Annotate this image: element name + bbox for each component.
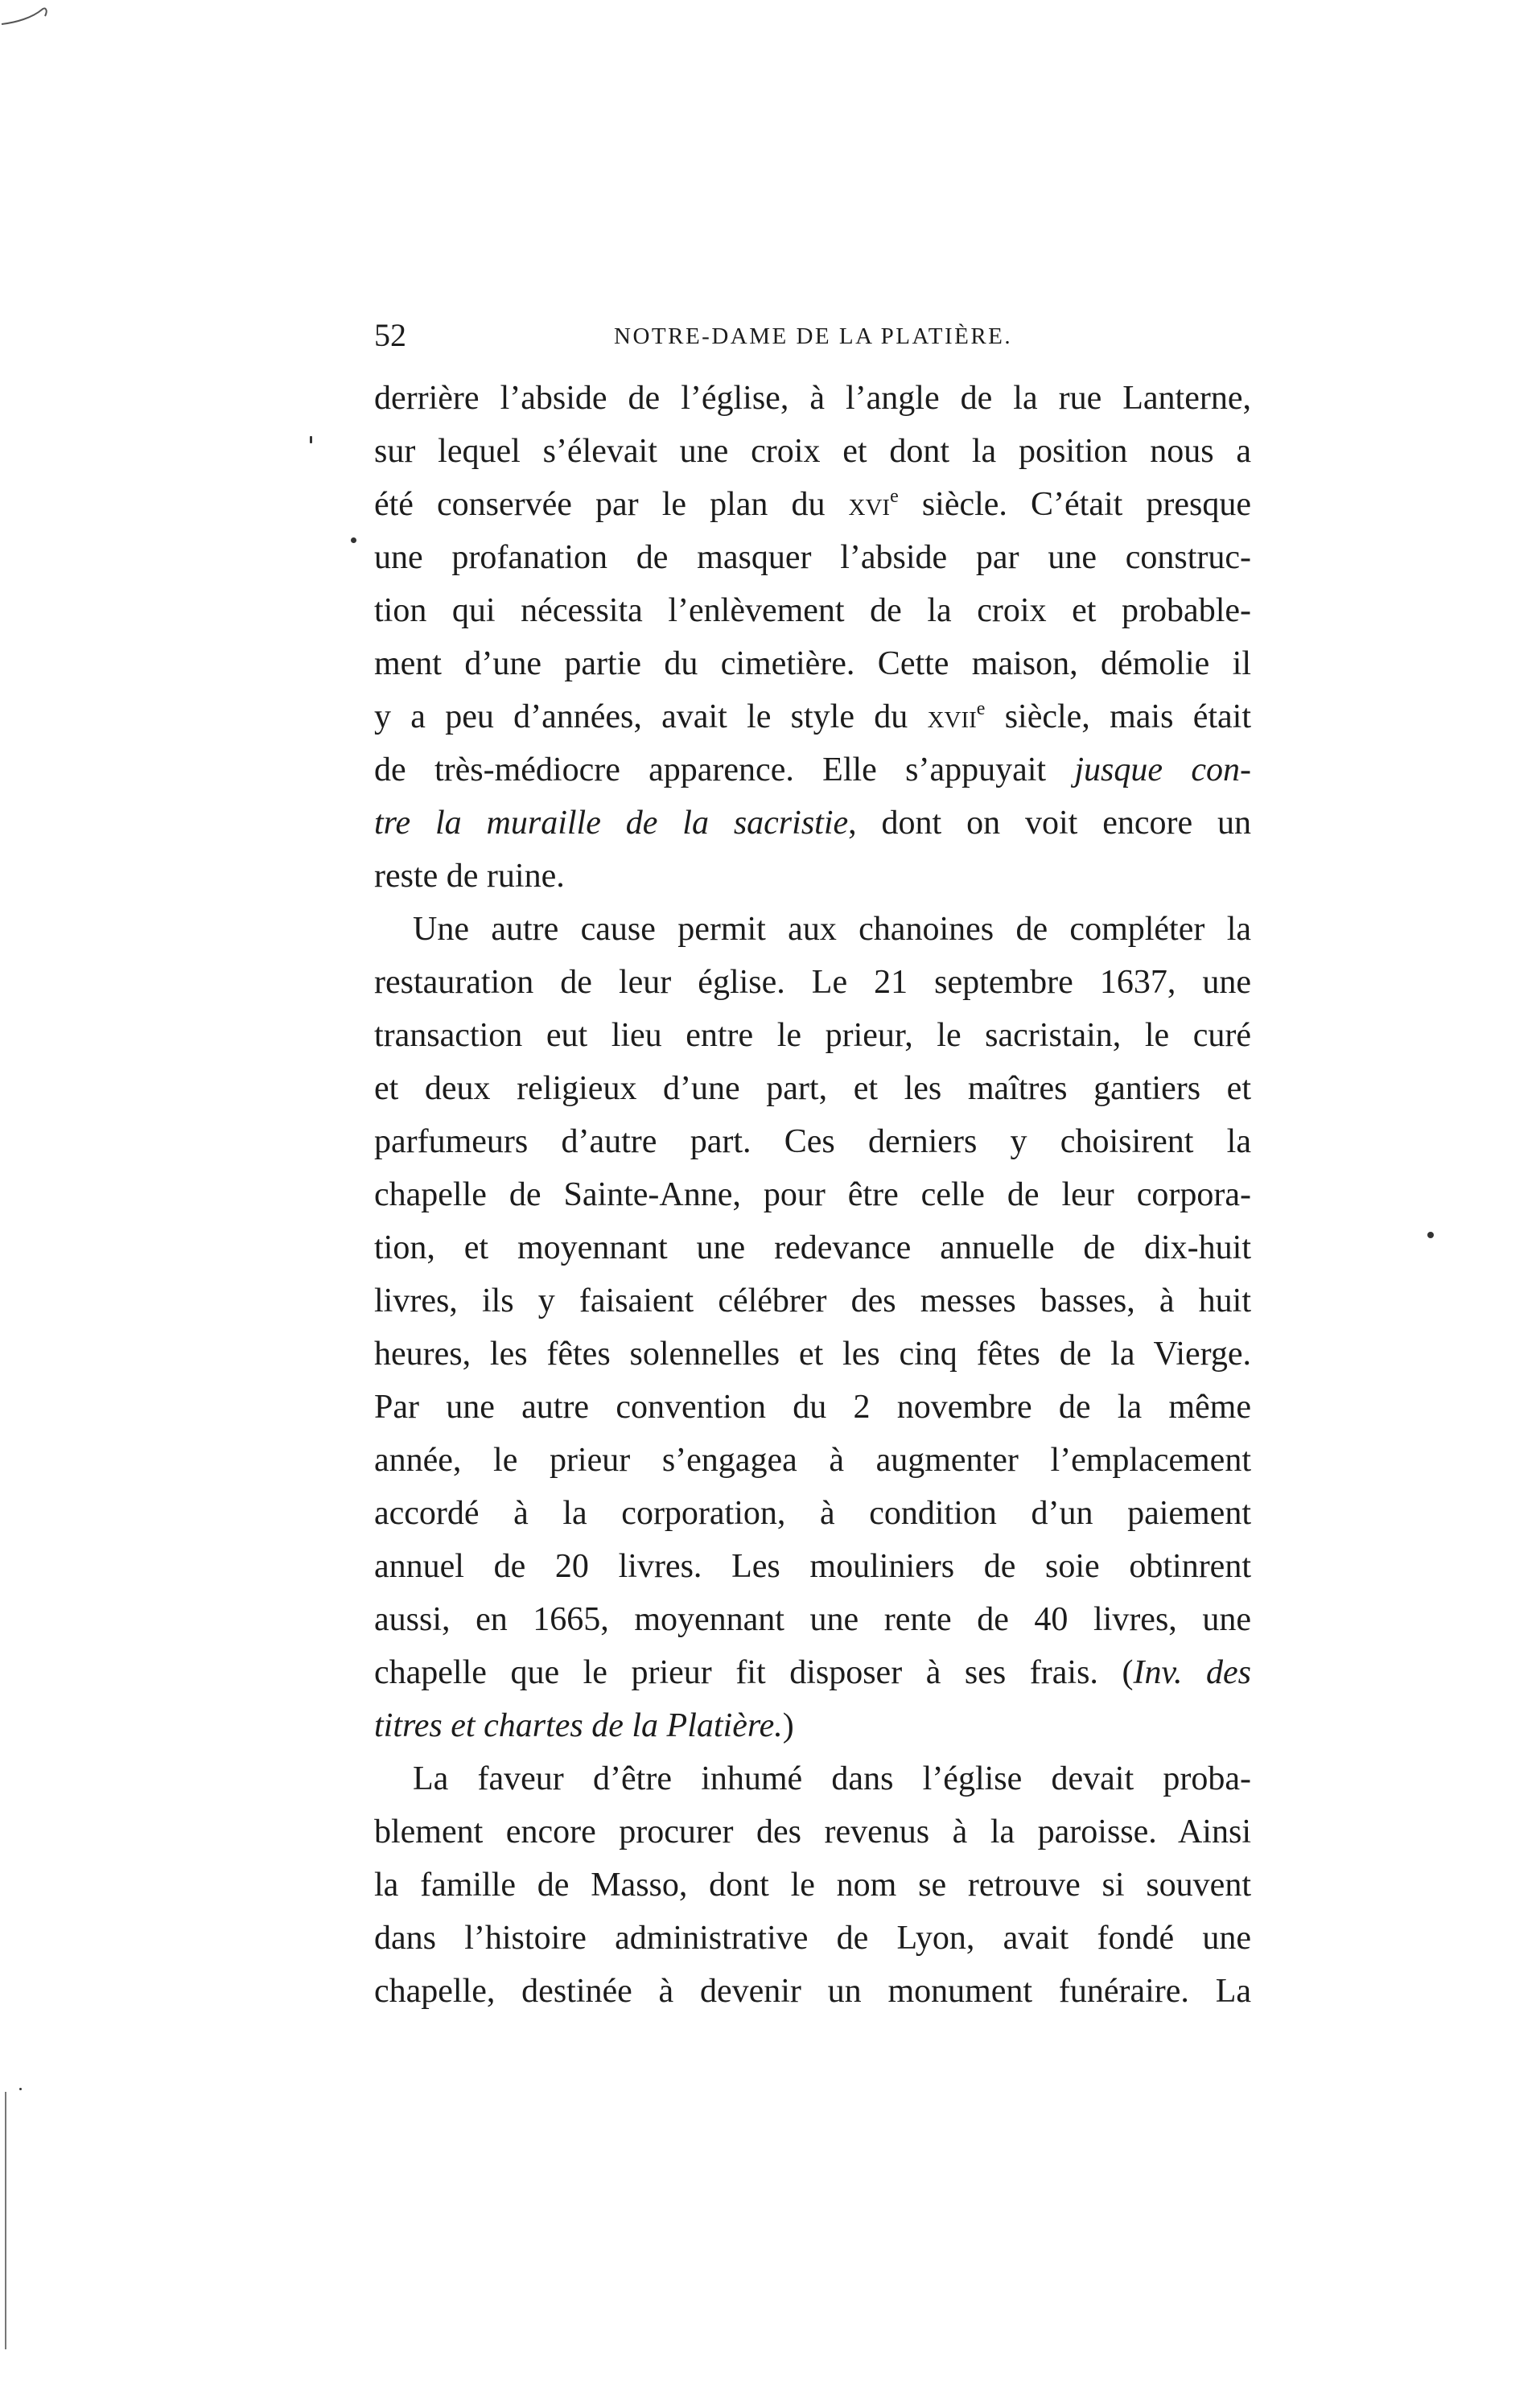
text-line: chapelle que le prieur fit disposer à ses frais. (Inv. des: [374, 1654, 1251, 1691]
text-line: annuel de 20 livres. Les mouliniers de soie obtinrent: [374, 1548, 1251, 1585]
running-title: NOTRE-DAME DE LA PLATIÈRE.: [614, 323, 1013, 349]
text-line: chapelle de Sainte-Anne, pour être celle de leur corpora-: [374, 1176, 1251, 1213]
running-head: [374, 315, 1251, 356]
scan-edge-line: [5, 2092, 6, 2349]
text-line: livres, ils y faisaient célébrer des messes basses, à huit: [374, 1282, 1251, 1319]
corner-pen-mark: [0, 0, 56, 32]
text-line: reste de ruine.: [374, 858, 565, 895]
text-line: blement encore procurer des revenus à la paroisse. Ainsi: [374, 1813, 1251, 1850]
text-line: tion, et moyennant une redevance annuelle de dix-huit: [374, 1229, 1251, 1266]
text-line: La faveur d’être inhumé dans l’église devait proba-: [413, 1760, 1251, 1797]
text-line: titres et chartes de la Platière.): [374, 1707, 794, 1744]
text-line: tre la muraille de la sacristie, dont on voit encore un: [374, 805, 1251, 842]
text-line: sur lequel s’élevait une croix et dont la position nous a: [374, 433, 1251, 470]
text-line: Une autre cause permit aux chanoines de compléter la: [413, 911, 1251, 948]
text-line: de très-médiocre apparence. Elle s’appuyait jusque con-: [374, 751, 1251, 788]
page-number: 52: [374, 317, 406, 353]
text-line: chapelle, destinée à devenir un monument funéraire. La: [374, 1973, 1251, 2010]
text-line: y a peu d’années, avait le style du xvii$^e$ siècle, mais était: [374, 698, 1251, 735]
text-line: derrière l’abside de l’église, à l’angle de la rue Lanterne,: [374, 380, 1251, 417]
margin-speck: [1427, 1232, 1434, 1238]
text-line: année, le prieur s’engagea à augmenter l’emplacement: [374, 1442, 1251, 1479]
text-line: Par une autre convention du 2 novembre de la même: [374, 1389, 1251, 1426]
text-line: une profanation de masquer l’abside par une construc-: [374, 539, 1251, 576]
text-line: ment d’une partie du cimetière. Cette maison, démolie il: [374, 645, 1251, 682]
text-line: accordé à la corporation, à condition d’un paiement: [374, 1495, 1251, 1532]
margin-speck: [351, 537, 356, 543]
text-line: tion qui nécessita l’enlèvement de la croix et probable-: [374, 592, 1251, 629]
text-line: heures, les fêtes solennelles et les cinq fêtes de la Vierge.: [374, 1336, 1251, 1373]
text-line: aussi, en 1665, moyennant une rente de 40 livres, une: [374, 1601, 1251, 1638]
text-line: été conservée par le plan du xvi$^e$ siècle. C’était presque: [374, 486, 1251, 523]
text-line: la famille de Masso, dont le nom se retrouve si souvent: [374, 1867, 1251, 1904]
text-line: dans l’histoire administrative de Lyon, avait fondé une: [374, 1920, 1251, 1957]
text-line: parfumeurs d’autre part. Ces derniers y choisirent la: [374, 1123, 1251, 1160]
text-line: restauration de leur église. Le 21 septembre 1637, une: [374, 964, 1251, 1001]
body-text: [374, 372, 1251, 2018]
text-line: et deux religieux d’une part, et les maîtres gantiers et: [374, 1070, 1251, 1107]
text-line: transaction eut lieu entre le prieur, le sacristain, le curé: [374, 1017, 1251, 1054]
margin-speck: [19, 2088, 22, 2090]
margin-speck: [310, 436, 312, 443]
